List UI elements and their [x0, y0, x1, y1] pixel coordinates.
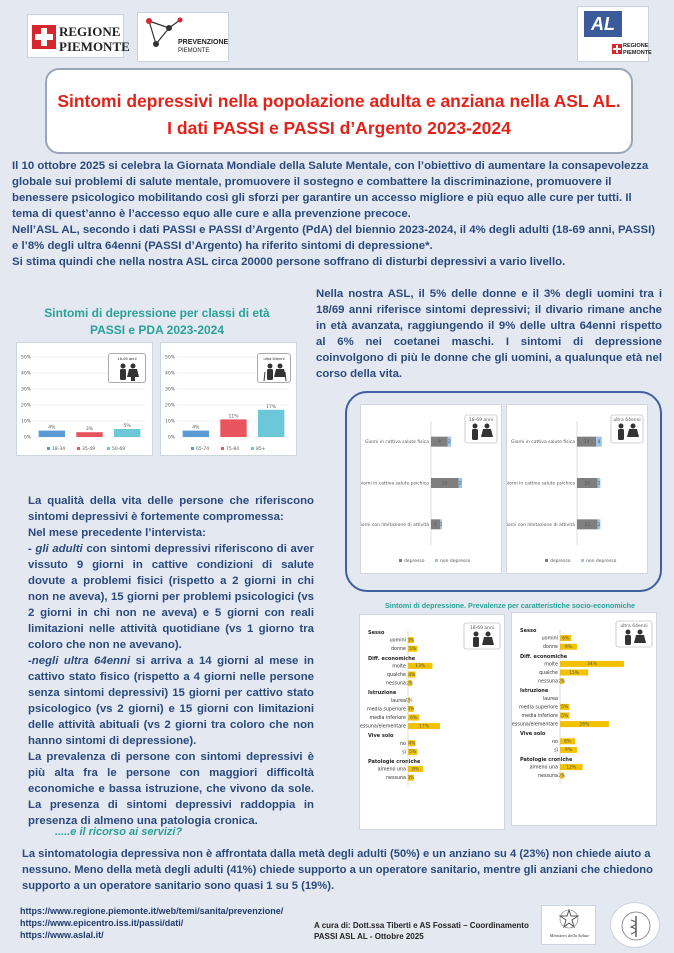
category-label: Giorni in cattiva salute psichica	[507, 481, 575, 487]
data-label: 15	[584, 522, 591, 528]
intro-p2: Nell’ASL AL, secondo i dati PASSI e PASSI d’Argento (PdA) del biennio 2023-2024, il 4% degli adulti (18-69 anni, PASSI) e l’8% degli ultra 64enni (PASSI d’Argento) ha riferito sintomi di depressione*.	[12, 224, 656, 252]
badge-label: 18-69 anni	[469, 626, 495, 631]
logo-prev-line2: PIEMONTE	[178, 48, 210, 54]
data-label: 5%	[561, 713, 569, 719]
intro-p3: Si stima quindi che nella nostra ASL circa 20000 persone soffrano di disturbi depressivi a vario livello.	[12, 256, 566, 268]
group-label: Istruzione	[520, 688, 549, 695]
days-chart-elderly	[507, 405, 649, 575]
legend-swatch	[399, 559, 402, 562]
person-body	[481, 429, 493, 437]
category-label: Giorni con limitazione di attività	[361, 522, 429, 528]
person-body	[618, 429, 624, 440]
data-label: 4	[597, 440, 601, 446]
title-line2: I dati PASSI e PASSI d’Argento 2023-2024	[167, 118, 511, 138]
data-label: 5%	[123, 424, 131, 429]
data-label: 5%	[409, 647, 417, 652]
bar	[76, 432, 102, 437]
legend-swatch	[435, 559, 438, 562]
legend-label: 35-49	[82, 447, 96, 452]
data-label: 8%	[411, 767, 420, 773]
y-tick-label: 10%	[20, 419, 31, 425]
age-chart-pda-panel	[160, 342, 297, 456]
data-label: 9	[437, 440, 441, 446]
link-regione[interactable]: https://www.regione.piemonte.it/web/temi/sanita/prevenzione/	[20, 906, 284, 916]
data-label: 5%	[409, 750, 417, 756]
legend-swatch	[191, 447, 194, 450]
person-head	[474, 632, 479, 637]
socio-chart-adult	[360, 615, 506, 831]
bar	[220, 419, 246, 437]
item-label: nessuna	[537, 679, 558, 685]
age-chart-title	[22, 305, 292, 339]
age-chart-passi-panel	[16, 342, 153, 456]
data-label: 2%	[558, 774, 566, 779]
bar	[183, 431, 209, 437]
bar	[114, 429, 140, 437]
socio-chart-title: Sintomi di depressione. Prevalenze per caratteristiche socio-economiche	[384, 601, 636, 610]
data-label: 14	[583, 440, 590, 446]
person-head	[626, 630, 631, 635]
data-label: 4%	[48, 425, 56, 431]
group-label: Diff. economiche	[520, 653, 568, 660]
person-body	[473, 637, 479, 647]
title-line1: Sintomi depressivi nella popolazione adulta e anziana nella ASL AL.	[57, 91, 621, 111]
logo-istituto	[610, 902, 660, 948]
data-label: 9%	[564, 748, 573, 754]
data-label: 3%	[85, 427, 94, 433]
legend-label: 85+	[256, 447, 266, 452]
data-label: 2	[597, 481, 601, 487]
data-label: 13%	[415, 664, 426, 670]
data-label: 2%	[406, 681, 414, 687]
quality-p1: La qualità della vita delle persone che riferiscono sintomi depressivi è fortemente compromessa:	[28, 495, 314, 523]
group-label: Sesso	[368, 630, 385, 636]
logo-prevenzione-piemonte	[137, 12, 229, 62]
data-label: 1	[439, 522, 443, 528]
data-label: 2%	[558, 679, 566, 685]
badge-label: 18-69 anni	[468, 418, 494, 423]
item-label: almeno una	[377, 767, 406, 773]
category-label: Giorni in cattiva salute fisica	[364, 440, 429, 446]
data-label: 2	[447, 440, 451, 446]
item-label: donne	[390, 647, 406, 653]
item-label: media inferiore	[369, 716, 406, 721]
asl-mark: AL	[584, 11, 622, 37]
socio-chart-adult-panel	[359, 614, 505, 830]
group-label: Vive solo	[520, 731, 546, 738]
quality-adults-lead: gli adulti	[35, 543, 83, 555]
regione-cross-small-icon	[612, 44, 622, 54]
item-label: media superiore	[366, 707, 406, 713]
y-tick-label: 40%	[20, 371, 31, 377]
intro-text	[12, 158, 660, 270]
legend-label: non depresso	[586, 559, 617, 564]
caduceus-icon	[621, 911, 651, 941]
quality-adults-text: con sintomi depressivi riferiscono di aver vissuto 9 giorni in cattive condizioni di salute dovute a problemi fisici (rispetto a 2 giorni in chi non ne aveva), 15 giorni per problemi psicologici (vs 2 giorni in chi non ne aveva) e 5 giorni con reali limitazioni nelle attività quotidiane (vs 1 giorno tra coloro che non ne avevano).	[28, 543, 314, 651]
data-label: 15	[441, 481, 448, 487]
badge-adult-text: 18-69 anni	[117, 356, 137, 361]
legend-swatch	[77, 447, 80, 450]
group-label: Patologie croniche	[368, 759, 421, 765]
data-label: 3%	[407, 776, 415, 781]
item-label: nessuna	[385, 776, 406, 782]
data-label: 17%	[266, 404, 277, 410]
logo-regione-piemonte	[27, 14, 130, 58]
quality-text	[28, 493, 314, 829]
data-label: 26%	[579, 722, 590, 728]
item-label: nessuna	[385, 681, 406, 687]
quality-elderly-text: si arriva a 14 giorni al mese in cattivo stato fisico (rispetto a 4 giorni nelle persone senza sintomi depressivi) 15 giorni per cattivo stato psicologico (vs 2 giorni) e 15 giorni con limitazioni delle attività abituali (vs 2 giorni tra coloro che non hanno sintomi di depressione).	[28, 655, 315, 747]
links-list	[20, 905, 310, 941]
item-label: nessuna/elementare	[360, 724, 406, 730]
person-head	[631, 424, 636, 429]
badge-adult	[108, 353, 146, 383]
data-label: 4%	[192, 425, 200, 431]
legend-swatch	[581, 559, 584, 562]
logo-prev-line1: PREVENZIONE	[178, 39, 229, 46]
legend-label: depresso	[550, 559, 571, 564]
group-label: Istruzione	[368, 690, 397, 697]
quality-p2: Nel mese precedente l’intervista:	[28, 527, 206, 539]
socio-chart-elderly-panel	[511, 612, 657, 826]
group-label: Sesso	[520, 628, 537, 634]
legend-swatch	[47, 447, 50, 450]
data-label: 8%	[563, 739, 572, 745]
data-label: 11%	[228, 414, 239, 420]
badge-elderly	[257, 353, 291, 383]
services-heading: .....e il ricorso ai servizi?	[55, 826, 183, 838]
logo-regione-line1: REGIONE	[59, 24, 121, 39]
data-label: 2	[597, 522, 601, 528]
data-label: 9%	[564, 645, 573, 650]
y-tick-label: 50%	[20, 355, 31, 361]
elderly-people-icon	[263, 363, 287, 381]
quality-elderly-lead: negli ultra 64enni	[31, 655, 131, 667]
poster-title	[45, 68, 633, 154]
item-label: laurea	[390, 698, 406, 704]
data-label: 6%	[410, 715, 418, 721]
badge-elderly-text: ultra 64enni	[263, 356, 285, 361]
logo-regione-line2: PIEMONTE	[59, 39, 130, 54]
item-label: sì	[554, 748, 558, 754]
data-label: 34%	[586, 662, 597, 668]
socio-chart-elderly	[512, 613, 658, 827]
data-label: 12%	[566, 765, 577, 771]
y-tick-label: 20%	[20, 403, 31, 409]
logo-asl-line2: PIEMONTE	[623, 50, 652, 56]
item-label: donne	[542, 645, 558, 651]
data-label: 15	[584, 481, 591, 487]
person-body	[625, 635, 631, 645]
gender-text: Nella nostra ASL, il 5% delle donne e il 3% degli uomini tra i 18/69 anni riferisce sintomi depressivi; il divario rimane anche in età avanzata, raggiungendo il 9% delle ultra 64enni rispetto al 6% nei coetanei maschi. I sintomi di depressione coinvolgono di più le donne che gli uomini, a qualunque età nel corso della vita.	[316, 288, 662, 380]
y-tick-label: 0%	[23, 435, 31, 441]
y-tick-label: 50%	[164, 355, 175, 361]
item-label: almeno una	[529, 765, 558, 771]
bar	[39, 431, 65, 437]
badge-label: ultra 64enni	[620, 624, 648, 629]
legend-swatch	[545, 559, 548, 562]
emblem-icon	[559, 909, 579, 929]
person-head	[486, 632, 491, 637]
quality-elderly: -negli ultra 64enni si arriva a 14 giorni al mese in cattivo stato fisico (rispetto a 4 giorni nelle persone senza sintomi depressivi) 15 giorni per cattivo stato psicologico (vs 2 giorni) e 15 giorni con limitazioni delle attività abituali (vs 2 giorni tra coloro che non hanno sintomi di depressione).	[28, 655, 315, 747]
logo-ministero	[541, 905, 596, 945]
item-label: sì	[402, 750, 406, 756]
data-label: 15%	[569, 670, 580, 676]
link-aslal[interactable]: https://www.aslal.it/	[20, 930, 104, 940]
item-label: uomini	[541, 636, 558, 642]
data-label: 3%	[407, 638, 415, 644]
person-body	[634, 635, 646, 643]
badge-label: ultra 64enni	[613, 418, 641, 423]
link-epicentro[interactable]: https://www.epicentro.iss.it/passi/dati/	[20, 918, 184, 928]
services-text: La sintomatologia depressiva non è affrontata dalla metà degli adulti (50%) e un anziano su 4 (23%) non chiede aiuto a nessuno. Meno della metà degli adulti (41%) chiede supporto a un operatore sanitario, mentre gli anziani che chiedono supporto a un operatore sanitario sono quasi 1 su 5 (19%).	[22, 848, 653, 892]
legend-label: 50-69	[112, 447, 126, 452]
person-head	[485, 424, 490, 429]
person-body	[627, 429, 639, 437]
age-chart-title-line2: PASSI e PDA 2023-2024	[89, 323, 225, 337]
days-chart-adult-panel	[360, 404, 502, 574]
item-label: nessuna	[537, 774, 558, 780]
quality-adults: - gli adulti con sintomi depressivi riferiscono di aver vissuto 9 giorni in cattive condizioni di salute dovute a problemi fisici (rispetto a 2 giorni in chi non ne aveva), 15 giorni per problemi psicologici (vs 2 giorni in chi non ne aveva) e 5 giorni con reali limitazioni nelle attività quotidiane (vs 1 giorno tra coloro che non ne avevano).	[28, 543, 314, 651]
age-chart-title-line1: Sintomi di depressione per classi di età	[44, 306, 270, 320]
legend-label: 65-74	[196, 447, 210, 452]
person-head	[638, 630, 643, 635]
y-tick-label: 30%	[164, 387, 175, 393]
person-head	[473, 424, 478, 429]
intro-p1: Il 10 ottobre 2025 si celebra la Giornata Mondiale della Salute Mentale, con l’obiettivo di aumentare la consapevolezza globale sui problemi di salute mentale, promuovere il sostegno e combattere la discriminazione, promuovere il benessere psicologico mobilitando così gli sforzi per garantire un accesso migliore e più equo alle cure per tutti. Il tema di quest’anno è l’accesso equo alle cure e alla prevenzione precoce.	[12, 160, 649, 220]
legend-label: non depresso	[440, 559, 471, 564]
y-tick-label: 30%	[20, 387, 31, 393]
item-label: nessuna/elementare	[512, 722, 558, 728]
legend-label: 18-34	[52, 447, 66, 452]
legend-label: 75-84	[226, 447, 240, 452]
data-label: 4%	[408, 672, 416, 678]
person-body	[482, 637, 494, 645]
data-label: 1%	[405, 698, 413, 704]
group-label: Vive solo	[368, 733, 394, 740]
person-head	[619, 424, 624, 429]
person-body	[472, 429, 478, 440]
data-label: 5	[434, 522, 438, 528]
y-tick-label: 10%	[164, 419, 175, 425]
y-tick-label: 0%	[167, 435, 175, 441]
y-tick-label: 40%	[164, 371, 175, 377]
data-label: 2	[458, 481, 462, 487]
item-label: molte	[392, 664, 406, 670]
item-label: qualche	[387, 673, 406, 678]
legend-swatch	[107, 447, 110, 450]
logo-asl-line1: REGIONE	[623, 43, 649, 49]
item-label: molte	[544, 662, 558, 668]
item-label: media inferiore	[521, 714, 558, 719]
category-label: Giorni con limitazione di attività	[507, 522, 575, 528]
data-label: 3%	[407, 707, 415, 713]
people-icon	[116, 363, 140, 381]
item-label: no	[552, 739, 558, 745]
days-chart-elderly-panel	[506, 404, 648, 574]
legend-swatch	[221, 447, 224, 450]
group-label: Patologie croniche	[520, 757, 573, 763]
item-label: media superiore	[518, 705, 558, 711]
data-label: 17%	[418, 724, 429, 730]
ministero-label: Ministero della Salute	[549, 933, 590, 938]
data-label: 6%	[562, 636, 570, 642]
item-label: qualche	[539, 671, 558, 676]
data-label: 5%	[561, 705, 569, 711]
quality-p3: La prevalenza di persone con sintomi depressivi è più alta fra le persone con maggiori difficoltà economiche e bassa istruzione, che vivono da sole. La presenza di sintomi depressivi raddoppia in presenza di almeno una patologia cronica.	[28, 751, 314, 827]
bar	[258, 410, 284, 437]
category-label: Giorni in cattiva salute psichica	[361, 481, 429, 487]
legend-swatch	[251, 447, 254, 450]
item-label: uomini	[389, 638, 406, 644]
group-label: Diff. economiche	[368, 655, 416, 662]
days-chart-adult	[361, 405, 503, 575]
credits	[314, 920, 534, 942]
regione-cross-icon	[32, 25, 56, 49]
item-label: no	[400, 741, 406, 747]
data-label: 4%	[408, 741, 416, 747]
legend-label: depresso	[404, 559, 425, 564]
y-tick-label: 20%	[164, 403, 175, 409]
category-label: Giorni in cattiva salute fisica	[510, 440, 575, 446]
credits-line1: A cura di: Dott.ssa Tiberti e AS Fossati – Coordinamento	[314, 921, 529, 930]
logo-asl-al	[577, 6, 652, 62]
credits-line2: PASSI ASL AL - Ottobre 2025	[314, 932, 424, 941]
item-label: laurea	[542, 696, 558, 702]
